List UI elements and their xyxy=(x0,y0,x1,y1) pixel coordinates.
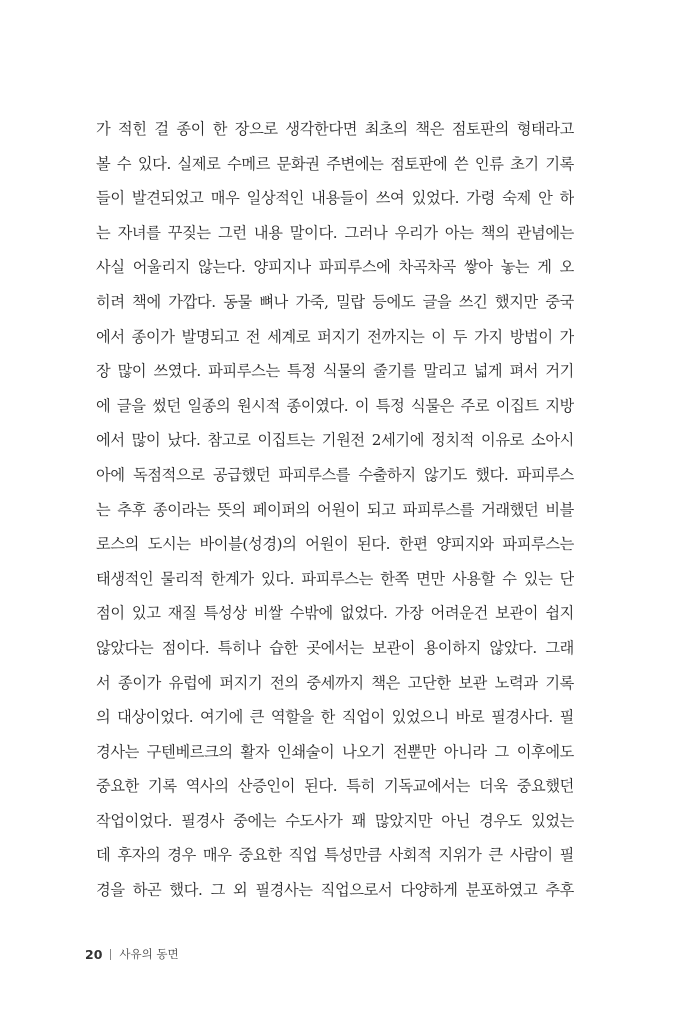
text-line: 에 글을 썼던 일종의 원시적 종이였다. 이 특정 식물은 주로 이집트 지방 xyxy=(96,396,574,415)
text-line: 에서 종이가 발명되고 전 세계로 퍼지기 전까지는 이 두 가지 방법이 가 xyxy=(96,327,574,346)
text-line: 들이 발견되었고 매우 일상적인 내용들이 쓰여 있었다. 가령 숙제 안 하 xyxy=(96,189,574,208)
text-line: 볼 수 있다. 실제로 수메르 문화권 주변에는 점토판에 쓴 인류 초기 기록 xyxy=(96,154,574,173)
text-line: 는 추후 종이라는 뜻의 페이퍼의 어원이 되고 파피루스를 거래했던 비블 xyxy=(96,500,574,519)
text-line: 에서 많이 났다. 참고로 이집트는 기원전 2세기에 정치적 이유로 소아시 xyxy=(96,431,574,450)
page-number: 20 xyxy=(85,946,103,962)
page-footer xyxy=(85,944,179,964)
text-line: 의 대상이었다. 여기에 큰 역할을 한 직업이 있었으니 바로 필경사다. 필 xyxy=(96,708,574,727)
text-line: 태생적인 물리적 한계가 있다. 파피루스는 한쪽 면만 사용할 수 있는 단 xyxy=(96,569,574,588)
text-line: 점이 있고 재질 특성상 비쌀 수밖에 없었다. 가장 어려운건 보관이 쉽지 xyxy=(96,604,574,623)
text-line: 않았다는 점이다. 특히나 습한 곳에서는 보관이 용이하지 않았다. 그래 xyxy=(96,638,574,657)
body-text xyxy=(96,112,574,908)
text-line: 경을 하곤 했다. 그 외 필경사는 직업으로서 다양하게 분포하였고 추후 xyxy=(96,881,574,900)
text-line: 가 적힌 걸 종이 한 장으로 생각한다면 최초의 책은 점토판의 형태라고 xyxy=(96,120,574,138)
running-title: 사유의 동면 xyxy=(119,947,179,961)
text-line: 서 종이가 유럽에 퍼지기 전의 중세까지 책은 고단한 보관 노력과 기록 xyxy=(96,673,574,692)
text-line: 사실 어울리지 않는다. 양피지나 파피루스에 차곡차곡 쌓아 놓는 게 오 xyxy=(96,258,574,277)
text-line: 경사는 구텐베르크의 활자 인쇄술이 나오기 전뿐만 아니라 그 이후에도 xyxy=(96,742,574,761)
text-line: 는 자녀를 꾸짖는 그런 내용 말이다. 그러나 우리가 아는 책의 관념에는 xyxy=(96,223,574,242)
text-line: 히려 책에 가깝다. 동물 뼈나 가죽, 밀랍 등에도 글을 쓰긴 했지만 중국 xyxy=(96,292,574,311)
text-line: 아에 독점적으로 공급했던 파피루스를 수출하지 않기도 했다. 파피루스 xyxy=(96,465,574,484)
text-line: 로스의 도시는 바이블(성경)의 어원이 된다. 한편 양피지와 파피루스는 xyxy=(96,535,574,554)
footer-divider xyxy=(110,949,111,960)
text-line: 데 후자의 경우 매우 중요한 직업 특성만큼 사회적 지위가 큰 사람이 필 xyxy=(96,846,574,865)
text-line: 장 많이 쓰였다. 파피루스는 특정 식물의 줄기를 말리고 넓게 펴서 거기 xyxy=(96,362,574,381)
text-line: 중요한 기록 역사의 산증인이 된다. 특히 기독교에서는 더욱 중요했던 xyxy=(96,777,574,796)
text-line: 작업이었다. 필경사 중에는 수도사가 꽤 많았지만 아닌 경우도 있었는 xyxy=(96,811,574,830)
